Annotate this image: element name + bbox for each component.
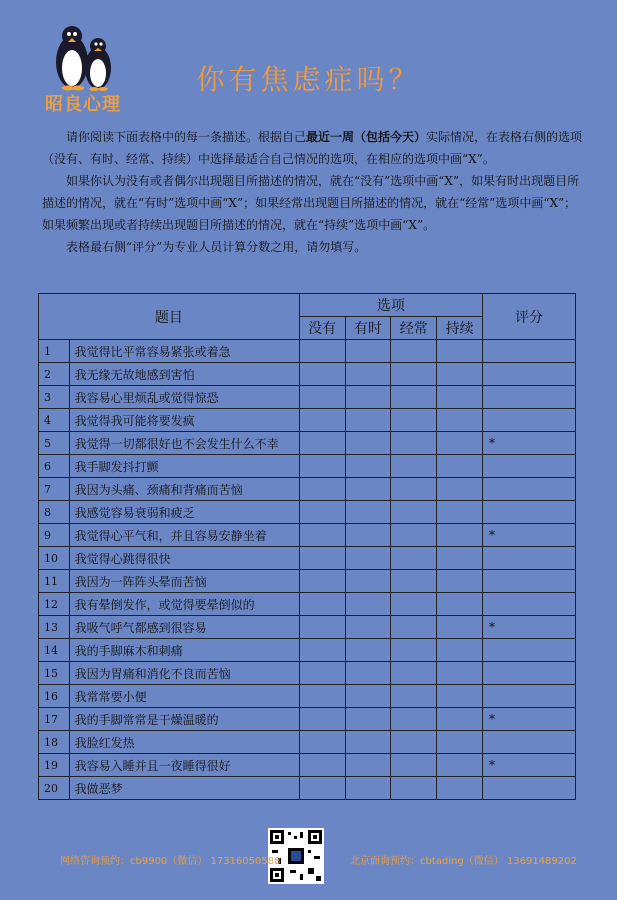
- page-title: 你有焦虑症吗？: [196, 63, 421, 96]
- question-text: 我的手脚常常是干燥温暖的: [69, 708, 299, 731]
- answer-cell-sometimes[interactable]: [345, 432, 391, 455]
- question-text: 我觉得心平气和，并且容易安静坐着: [69, 524, 299, 547]
- score-cell: [482, 547, 575, 570]
- question-text: 我因为胃痛和消化不良而苦恼: [69, 662, 299, 685]
- answer-cell-often[interactable]: [391, 501, 437, 524]
- answer-cell-sometimes[interactable]: [345, 616, 391, 639]
- table-row: [39, 363, 576, 386]
- table-row: [39, 662, 576, 685]
- answer-cell-sometimes[interactable]: [345, 639, 391, 662]
- answer-cell-none[interactable]: [299, 524, 345, 547]
- answer-cell-sometimes[interactable]: [345, 340, 391, 363]
- answer-cell-none[interactable]: [299, 432, 345, 455]
- question-number: 11: [39, 570, 70, 593]
- instructions: [42, 126, 588, 258]
- score-cell: *: [482, 708, 575, 731]
- answer-cell-always[interactable]: [437, 478, 483, 501]
- answer-cell-always[interactable]: [437, 409, 483, 432]
- answer-cell-always[interactable]: [437, 386, 483, 409]
- table-row: [39, 731, 576, 754]
- instruction-paragraph-2: 如果你认为没有或者偶尔出现题目所描述的情况，就在“没有”选项中画“X”，如果有时出现题目所描述的情况，就在“有时”选项中画“X”；如果经常出现题目所描述的情况，就在“经常”选项中画“X”；如果频繁出现或者持续出现题目所描述的情况，就在“持续”选项中画“X”。: [42, 174, 580, 232]
- question-number: 1: [39, 340, 70, 363]
- answer-cell-often[interactable]: [391, 524, 437, 547]
- score-cell: *: [482, 432, 575, 455]
- question-text: 我无缘无故地感到害怕: [69, 363, 299, 386]
- table-row: [39, 432, 576, 455]
- question-number: 16: [39, 685, 70, 708]
- answer-cell-always[interactable]: [437, 593, 483, 616]
- question-number: 18: [39, 731, 70, 754]
- score-cell: [482, 409, 575, 432]
- answer-cell-often[interactable]: [391, 570, 437, 593]
- answer-cell-always[interactable]: [437, 524, 483, 547]
- score-cell: [482, 455, 575, 478]
- answer-cell-often[interactable]: [391, 455, 437, 478]
- table-row: [39, 593, 576, 616]
- question-text: 我常常要小便: [69, 685, 299, 708]
- score-cell: [482, 363, 575, 386]
- answer-cell-always[interactable]: [437, 754, 483, 777]
- question-text: 我觉得心跳得很快: [69, 547, 299, 570]
- question-text: 我觉得比平常容易紧张或着急: [69, 340, 299, 363]
- answer-cell-often[interactable]: [391, 731, 437, 754]
- score-cell: [482, 570, 575, 593]
- answer-cell-always[interactable]: [437, 363, 483, 386]
- answer-cell-sometimes[interactable]: [345, 409, 391, 432]
- answer-cell-sometimes[interactable]: [345, 455, 391, 478]
- answer-cell-often[interactable]: [391, 363, 437, 386]
- answer-cell-none[interactable]: [299, 547, 345, 570]
- question-text: 我容易心里烦乱或觉得惊恐: [69, 386, 299, 409]
- answer-cell-often[interactable]: [391, 547, 437, 570]
- answer-cell-none[interactable]: [299, 777, 345, 800]
- table-row: [39, 386, 576, 409]
- answer-cell-sometimes[interactable]: [345, 593, 391, 616]
- answer-cell-sometimes[interactable]: [345, 708, 391, 731]
- questionnaire-table: [38, 293, 576, 800]
- header-score: 评分: [482, 294, 575, 340]
- score-cell: [482, 501, 575, 524]
- answer-cell-always[interactable]: [437, 662, 483, 685]
- answer-cell-often[interactable]: [391, 409, 437, 432]
- question-text: 我做恶梦: [69, 777, 299, 800]
- score-cell: [482, 478, 575, 501]
- answer-cell-sometimes[interactable]: [345, 478, 391, 501]
- answer-cell-always[interactable]: [437, 547, 483, 570]
- question-number: 14: [39, 639, 70, 662]
- question-number: 2: [39, 363, 70, 386]
- answer-cell-always[interactable]: [437, 455, 483, 478]
- question-text: 我手脚发抖打颤: [69, 455, 299, 478]
- question-text: 我因为头痛、颈痛和背痛而苦恼: [69, 478, 299, 501]
- answer-cell-sometimes[interactable]: [345, 501, 391, 524]
- question-text: 我的手脚麻木和刺痛: [69, 639, 299, 662]
- answer-cell-none[interactable]: [299, 754, 345, 777]
- question-text: 我脸红发热: [69, 731, 299, 754]
- answer-cell-often[interactable]: [391, 386, 437, 409]
- answer-cell-none[interactable]: [299, 570, 345, 593]
- footer-online-contact: 网络咨询预约：cb9900（微信） 17316050588: [60, 856, 281, 867]
- score-cell: [482, 593, 575, 616]
- answer-cell-often[interactable]: [391, 616, 437, 639]
- answer-cell-none[interactable]: [299, 501, 345, 524]
- table-row: [39, 501, 576, 524]
- score-cell: [482, 340, 575, 363]
- answer-cell-none[interactable]: [299, 708, 345, 731]
- table-row: [39, 455, 576, 478]
- answer-cell-often[interactable]: [391, 432, 437, 455]
- question-number: 4: [39, 409, 70, 432]
- answer-cell-often[interactable]: [391, 340, 437, 363]
- header-options: 选项: [299, 294, 482, 317]
- option-header-sometimes: 有时: [345, 317, 391, 340]
- answer-cell-often[interactable]: [391, 777, 437, 800]
- instruction-paragraph-1: [42, 126, 588, 170]
- answer-cell-sometimes[interactable]: [345, 524, 391, 547]
- answer-cell-always[interactable]: [437, 432, 483, 455]
- instruction-1-bold: 最近一周（包括今天）: [306, 130, 427, 144]
- table-row: [39, 616, 576, 639]
- table-row: [39, 639, 576, 662]
- answer-cell-sometimes[interactable]: [345, 731, 391, 754]
- question-number: 8: [39, 501, 70, 524]
- answer-cell-often[interactable]: [391, 685, 437, 708]
- table-row: [39, 409, 576, 432]
- table-row: [39, 708, 576, 731]
- question-text: 我有晕倒发作，或觉得要晕倒似的: [69, 593, 299, 616]
- answer-cell-sometimes[interactable]: [345, 363, 391, 386]
- answer-cell-sometimes[interactable]: [345, 386, 391, 409]
- score-cell: [482, 777, 575, 800]
- answer-cell-none[interactable]: [299, 731, 345, 754]
- header-item: 题目: [39, 294, 300, 340]
- option-header-none: 没有: [299, 317, 345, 340]
- option-header-often: 经常: [391, 317, 437, 340]
- answer-cell-none[interactable]: [299, 478, 345, 501]
- answer-cell-always[interactable]: [437, 731, 483, 754]
- score-cell: *: [482, 616, 575, 639]
- answer-cell-none[interactable]: [299, 685, 345, 708]
- question-text: 我因为一阵阵头晕而苦恼: [69, 570, 299, 593]
- answer-cell-sometimes[interactable]: [345, 662, 391, 685]
- answer-cell-always[interactable]: [437, 570, 483, 593]
- table-row: [39, 685, 576, 708]
- answer-cell-none[interactable]: [299, 409, 345, 432]
- answer-cell-always[interactable]: [437, 340, 483, 363]
- answer-cell-none[interactable]: [299, 616, 345, 639]
- score-cell: [482, 662, 575, 685]
- answer-cell-sometimes[interactable]: [345, 777, 391, 800]
- question-number: 5: [39, 432, 70, 455]
- table-row: [39, 524, 576, 547]
- option-header-always: 持续: [437, 317, 483, 340]
- question-number: 3: [39, 386, 70, 409]
- footer-beijing-contact: 北京面询预约：cbtading（微信） 13691489202: [350, 856, 577, 867]
- question-number: 9: [39, 524, 70, 547]
- answer-cell-none[interactable]: [299, 386, 345, 409]
- score-cell: *: [482, 754, 575, 777]
- answer-cell-sometimes[interactable]: [345, 547, 391, 570]
- question-number: 17: [39, 708, 70, 731]
- table-row: [39, 754, 576, 777]
- score-cell: [482, 731, 575, 754]
- answer-cell-often[interactable]: [391, 708, 437, 731]
- score-cell: [482, 386, 575, 409]
- table-row: [39, 777, 576, 800]
- answer-cell-always[interactable]: [437, 616, 483, 639]
- table-row: [39, 340, 576, 363]
- answer-cell-always[interactable]: [437, 708, 483, 731]
- answer-cell-often[interactable]: [391, 754, 437, 777]
- table-row: [39, 478, 576, 501]
- answer-cell-none[interactable]: [299, 593, 345, 616]
- answer-cell-none[interactable]: [299, 363, 345, 386]
- answer-cell-sometimes[interactable]: [345, 570, 391, 593]
- instruction-1b: 实际情况，在表格右侧的选项（没有、有时、经常、持续）中选择最适合自己情况的选项，在相应的选项中画“X”。: [42, 130, 583, 166]
- question-number: 15: [39, 662, 70, 685]
- brand-name: 昭良心理: [45, 94, 121, 115]
- answer-cell-always[interactable]: [437, 685, 483, 708]
- answer-cell-often[interactable]: [391, 639, 437, 662]
- question-number: 7: [39, 478, 70, 501]
- answer-cell-always[interactable]: [437, 639, 483, 662]
- answer-cell-sometimes[interactable]: [345, 685, 391, 708]
- question-text: 我容易入睡并且一夜睡得很好: [69, 754, 299, 777]
- answer-cell-none[interactable]: [299, 662, 345, 685]
- score-cell: [482, 639, 575, 662]
- answer-cell-often[interactable]: [391, 662, 437, 685]
- score-cell: *: [482, 524, 575, 547]
- question-text: 我吸气呼气都感到很容易: [69, 616, 299, 639]
- question-number: 20: [39, 777, 70, 800]
- instruction-paragraph-3: 表格最右侧“评分”为专业人员计算分数之用，请勿填写。: [66, 240, 367, 254]
- question-text: 我觉得我可能将要发疯: [69, 409, 299, 432]
- answer-cell-none[interactable]: [299, 340, 345, 363]
- instruction-1a: 请你阅读下面表格中的每一条描述。根据自己: [66, 130, 307, 144]
- answer-cell-often[interactable]: [391, 478, 437, 501]
- table-row: [39, 570, 576, 593]
- question-number: 10: [39, 547, 70, 570]
- question-number: 13: [39, 616, 70, 639]
- question-number: 19: [39, 754, 70, 777]
- table-row: [39, 547, 576, 570]
- answer-cell-always[interactable]: [437, 501, 483, 524]
- question-number: 12: [39, 593, 70, 616]
- answer-cell-often[interactable]: [391, 593, 437, 616]
- answer-cell-always[interactable]: [437, 777, 483, 800]
- answer-cell-none[interactable]: [299, 639, 345, 662]
- question-text: 我觉得一切都很好也不会发生什么不幸: [69, 432, 299, 455]
- answer-cell-sometimes[interactable]: [345, 754, 391, 777]
- score-cell: [482, 685, 575, 708]
- question-text: 我感觉容易衰弱和疲乏: [69, 501, 299, 524]
- answer-cell-none[interactable]: [299, 455, 345, 478]
- question-number: 6: [39, 455, 70, 478]
